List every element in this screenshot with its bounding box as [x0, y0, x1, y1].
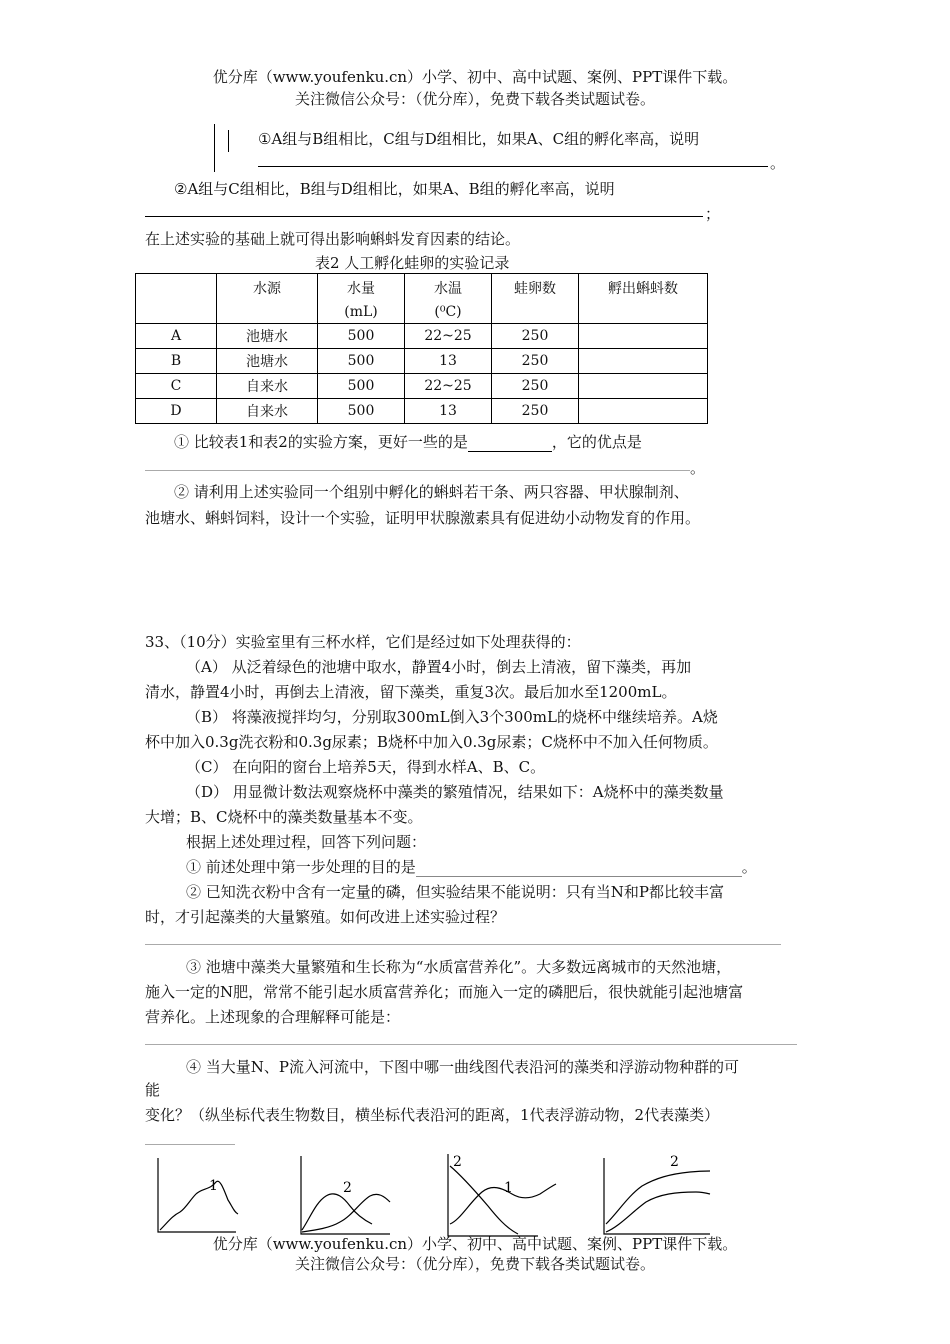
table-cell: 500 — [318, 374, 405, 399]
graph-2-label-2: 2 — [343, 1180, 352, 1196]
graph-1-axes — [158, 1158, 236, 1232]
q33-step-a-line-1: （A） 从泛着绿色的池塘中取水，静置4小时，倒去上清液，留下藻类，再加 — [186, 658, 692, 676]
margin-mark — [214, 124, 215, 172]
graph-option-4[interactable] — [604, 1158, 710, 1234]
table-header-cell — [318, 274, 405, 324]
table-caption: 表2 人工孵化蛙卵的实验记录 — [315, 254, 510, 272]
q33-sub-2-line-1: ② 已知洗衣粉中含有一定量的磷，但实验结果不能说明：只有当N和P都比较丰富 — [186, 883, 724, 901]
table-cell: 250 — [492, 374, 579, 399]
q33-sub-2-line-2: 时，才引起藻类的大量繁殖。如何改进上述实验过程？ — [145, 908, 506, 926]
q32-part-2-end: ； — [705, 205, 721, 223]
table-row — [136, 324, 708, 349]
q32-part-1: ①A组与B组相比，C组与D组相比，如果A、C组的孵化率高，说明 — [258, 130, 700, 148]
table-cell: 250 — [492, 324, 579, 349]
table-cell: 250 — [492, 349, 579, 374]
graph-4-label-2: 2 — [670, 1154, 679, 1170]
q33-sub-3-line-1: ③ 池塘中藻类大量繁殖和生长称为“水质富营养化”。大多数远离城市的天然池塘， — [186, 958, 732, 976]
q32-conclusion: 在上述实验的基础上就可得出影响蝌蚪发育因素的结论。 — [145, 230, 521, 248]
graph-2-curve-2 — [302, 1194, 372, 1230]
graph-option-1[interactable] — [158, 1158, 238, 1232]
q32-part-2: ②A组与C组相比，B组与D组相比，如果A、B组的孵化率高，说明 — [174, 180, 615, 198]
table-cell[interactable] — [579, 324, 708, 349]
table-cell: 13 — [405, 349, 492, 374]
q33-sub-3-line-2: 施入一定的N肥，常常不能引起水质富营养化；而施入一定的磷肥后，很快就能引起池塘富 — [145, 983, 744, 1001]
q33-sub-1 — [186, 856, 757, 877]
table-cell: 自来水 — [217, 374, 318, 399]
table-row — [136, 399, 708, 424]
q33-sub-1-end: 。 — [741, 858, 757, 876]
table-header-cell — [136, 274, 217, 324]
q33-intro: 根据上述处理过程，回答下列问题： — [186, 833, 427, 851]
header-label: 水温 — [434, 281, 462, 297]
table-header-cell: 蛙卵数 — [492, 274, 579, 324]
answer-line-6[interactable] — [145, 944, 781, 945]
table-cell: 自来水 — [217, 399, 318, 424]
table-cell: 500 — [318, 349, 405, 374]
table-cell: 13 — [405, 399, 492, 424]
table-cell: C — [136, 374, 217, 399]
answer-blank-8[interactable] — [145, 1144, 235, 1145]
table-cell: 22~25 — [405, 324, 492, 349]
table-header-cell: 水源 — [217, 274, 318, 324]
q33-step-b-line-2: 杯中加入0.3g洗衣粉和0.3g尿素；B烧杯中加入0.3g尿素；C烧杯中不加入任何物质。 — [145, 733, 718, 751]
graph-3-curve-2 — [450, 1166, 518, 1234]
table-cell: 池塘水 — [217, 349, 318, 374]
q33-step-a-line-2: 清水，静置4小时，再倒去上清液，留下藻类，重复3次。最后加水至1200mL。 — [145, 683, 677, 701]
q33-title: 33、（10分）实验室里有三杯水样，它们是经过如下处理获得的： — [145, 633, 581, 651]
margin-mark-inner — [228, 130, 229, 152]
graph-3-curve-1 — [450, 1184, 556, 1224]
graph-option-3[interactable] — [448, 1154, 556, 1236]
q33-sub-4-line-3: 变化？（纵坐标代表生物数目，横坐标代表沿河的距离，1代表浮游动物，2代表藻类） — [145, 1106, 720, 1124]
table-cell: 池塘水 — [217, 324, 318, 349]
answer-blank-5[interactable] — [416, 862, 742, 877]
graph-2-curve-1 — [302, 1194, 390, 1232]
q32-sub-1 — [174, 431, 642, 452]
header-label: 水量 — [347, 281, 375, 297]
answer-blank-2[interactable] — [145, 200, 703, 217]
table-cell: A — [136, 324, 217, 349]
answer-blank-3[interactable] — [468, 437, 552, 452]
header-line-2: 关注微信公众号：（优分库），免费下载各类试题试卷。 — [294, 90, 655, 108]
q33-step-d-line-2: 大增；B、C烧杯中的藻类数量基本不变。 — [145, 808, 423, 826]
q32-part-1-end: 。 — [770, 154, 786, 172]
graph-1-label-1: 1 — [209, 1178, 218, 1194]
graph-4-curve-1 — [606, 1192, 710, 1232]
table-cell: 22~25 — [405, 374, 492, 399]
footer-line-2: 关注微信公众号：（优分库），免费下载各类试题试卷。 — [294, 1255, 655, 1273]
q32-sub-2-line-2: 池塘水、蝌蚪饲料，设计一个实验，证明甲状腺激素具有促进幼小动物发育的作用。 — [145, 509, 701, 527]
table-cell: 250 — [492, 399, 579, 424]
q32-sub-1-text: ① 比较表1和表2的实验方案，更好一些的是 — [174, 433, 468, 451]
table-row — [136, 349, 708, 374]
answer-line-7[interactable] — [145, 1044, 797, 1045]
header-line-1: 优分库（www.youfenku.cn）小学、初中、高中试题、案例、PPT课件下载。 — [212, 68, 738, 86]
q33-sub-1-text: ① 前述处理中第一步处理的目的是 — [186, 858, 416, 876]
graph-4-curve-2 — [606, 1171, 710, 1224]
table-row — [136, 374, 708, 399]
table-cell: D — [136, 399, 217, 424]
q33-sub-3-line-3: 营养化。上述现象的合理解释可能是： — [145, 1008, 401, 1026]
q33-step-b-line-1: （B） 将藻液搅拌均匀，分别取300mL倒入3个300mL的烧杯中继续培养。A烧 — [186, 708, 718, 726]
q33-step-d-line-1: （D） 用显微计数法观察烧杯中藻类的繁殖情况，结果如下：A烧杯中的藻类数量 — [186, 783, 724, 801]
footer-line-1: 优分库（www.youfenku.cn）小学、初中、高中试题、案例、PPT课件下载。 — [212, 1235, 738, 1253]
q32-sub-1-mid: ，它的优点是 — [551, 433, 642, 451]
table-cell[interactable] — [579, 399, 708, 424]
table-cell: 500 — [318, 399, 405, 424]
table-cell: 500 — [318, 324, 405, 349]
table-cell[interactable] — [579, 349, 708, 374]
answer-line-4[interactable] — [145, 470, 690, 471]
table-header-cell: 孵出蝌蚪数 — [579, 274, 708, 324]
table-cell: B — [136, 349, 217, 374]
graph-3-label-2: 2 — [453, 1154, 462, 1170]
table-cell[interactable] — [579, 374, 708, 399]
q32-sub-1-end: 。 — [690, 459, 706, 477]
header-unit: (mL) — [344, 304, 378, 320]
q33-step-c-line-1: （C） 在向阳的窗台上培养5天，得到水样A、B、C。 — [186, 758, 546, 776]
graph-1-curve-1 — [160, 1181, 238, 1230]
table-header-row — [136, 274, 708, 324]
answer-blank-1[interactable] — [258, 150, 768, 167]
experiment-table — [135, 273, 708, 424]
q33-sub-4-line-2: 能 — [145, 1081, 161, 1099]
q32-sub-2-line-1: ② 请利用上述实验同一个组别中孵化的蝌蚪若干条、两只容器、甲状腺制剂、 — [174, 483, 689, 501]
q33-sub-4-line-1: ④ 当大量N、P流入河流中，下图中哪一曲线图代表沿河的藻类和浮游动物种群的可 — [186, 1058, 739, 1076]
graph-3-label-1: 1 — [504, 1180, 513, 1196]
header-unit: (⁰C) — [434, 304, 462, 320]
table-header-cell — [405, 274, 492, 324]
